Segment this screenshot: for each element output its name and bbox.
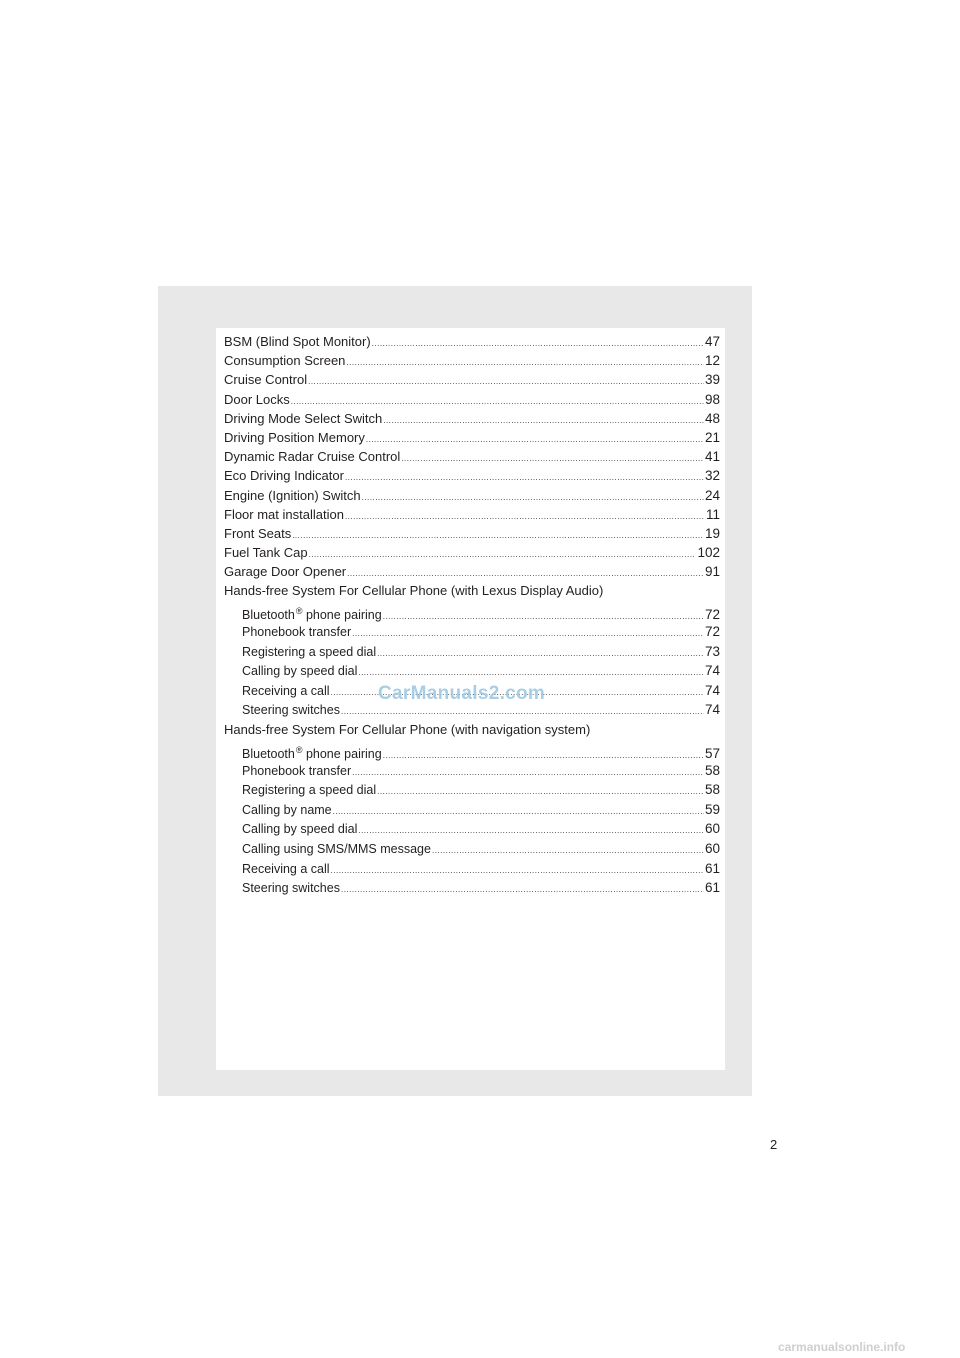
toc-entry-label — [224, 370, 307, 389]
dot-leader — [345, 507, 705, 526]
toc-entry-page: 32 — [704, 468, 720, 484]
toc-entry[interactable] — [224, 505, 720, 524]
toc-entry-label — [242, 801, 332, 821]
dot-leader — [345, 468, 704, 487]
toc-entry-page: 48 — [704, 410, 720, 426]
toc-entry-label-text: Engine (Ignition) Switch — [224, 487, 361, 503]
toc-subentry[interactable] — [224, 839, 720, 859]
toc-entry-label — [224, 505, 344, 524]
toc-entry[interactable] — [224, 562, 720, 581]
dot-leader — [358, 821, 704, 841]
toc-entry[interactable] — [224, 409, 720, 428]
toc-entry-page: 91 — [704, 564, 720, 580]
dot-leader — [432, 841, 704, 861]
toc-entry-label — [242, 623, 351, 643]
toc-entry-label-text: Eco Driving Indicator — [224, 468, 344, 484]
toc-entry-label-text: Dynamic Radar Cruise Control — [224, 449, 401, 465]
toc-entry-label — [242, 781, 376, 801]
dot-leader — [346, 353, 704, 372]
toc-entry-label-text: Registering a speed dial — [242, 783, 377, 798]
toc-entry-page: 39 — [704, 372, 720, 388]
toc-entry-page: 57 — [704, 746, 720, 761]
toc-entry-label-text: Phonebook transfer — [242, 625, 352, 640]
toc-entry-label-suffix: phone pairing — [302, 608, 382, 623]
toc-entry-label — [242, 840, 431, 860]
toc-entry-label-text: Front Seats — [224, 525, 292, 541]
toc-entry-page: 73 — [704, 643, 720, 659]
toc-entry-label — [224, 332, 371, 351]
toc-entry-label-text: Calling by name — [242, 802, 332, 817]
toc-entry-label — [224, 486, 361, 505]
toc-entry-label — [224, 390, 290, 409]
toc-entry-label-text: BSM (Blind Spot Monitor) — [224, 334, 371, 349]
toc-entry-label — [224, 524, 291, 543]
dot-leader — [331, 861, 704, 881]
toc-entry-label — [224, 581, 603, 600]
toc-entry[interactable] — [224, 486, 720, 505]
toc-entry-label — [224, 543, 308, 562]
toc-entry[interactable] — [224, 370, 720, 389]
toc-entry-label-text: Door Locks — [224, 391, 290, 407]
toc-entry-label-text: Hands-free System For Cellular Phone (with Lexus Display Audio) — [224, 583, 604, 599]
page-number: 2 — [770, 1137, 778, 1152]
dot-leader — [333, 802, 704, 822]
toc-subentry[interactable] — [224, 878, 720, 898]
toc-entry-page: 11 — [705, 506, 720, 522]
toc-entry-label-text: Fuel Tank Cap — [224, 545, 308, 561]
toc-entry-label — [224, 409, 382, 428]
toc-entry-label-text: Registering a speed dial — [242, 644, 377, 659]
toc-subentry[interactable] — [224, 741, 720, 761]
toc-subentry[interactable] — [224, 661, 720, 681]
toc-entry-label-text: Hands-free System For Cellular Phone (with navigation system) — [224, 722, 591, 737]
toc-entry-label-text: Driving Mode Select Switch — [224, 410, 383, 426]
toc-entry-label — [224, 466, 344, 485]
toc-entry-page: 41 — [704, 449, 720, 465]
dot-leader — [358, 663, 704, 683]
toc-entry[interactable] — [224, 720, 720, 739]
registered-mark: ® — [295, 606, 303, 617]
toc-entry-page: 74 — [704, 702, 720, 718]
toc-entry[interactable] — [224, 466, 720, 485]
toc-entry-page: 21 — [704, 429, 720, 445]
toc-entry-label-text: Steering switches — [242, 881, 340, 896]
toc-entry-page: 58 — [704, 782, 720, 798]
toc-entry-label — [224, 447, 400, 466]
toc-entry-label-text: Bluetooth — [242, 608, 295, 623]
registered-mark: ® — [295, 745, 303, 755]
toc-entry-label-text: Calling by speed dial — [242, 822, 358, 837]
toc-entry-label-text: Floor mat installation — [224, 506, 344, 522]
toc-entry-label — [242, 643, 376, 663]
toc-entry[interactable] — [224, 524, 720, 543]
toc-entry-page: 58 — [704, 762, 720, 778]
toc-entry-page: 60 — [704, 821, 720, 837]
toc-entry-label-text: Phonebook transfer — [242, 763, 352, 778]
toc-entry-page: 102 — [697, 545, 720, 561]
toc-subentry[interactable] — [224, 602, 720, 622]
dot-leader — [377, 644, 704, 664]
toc-entry-page: 12 — [704, 353, 720, 369]
toc-entry-page: 98 — [704, 391, 720, 407]
toc-entry-label-text: Receiving a call — [242, 683, 330, 698]
toc-subentry[interactable] — [224, 780, 720, 800]
toc-entry[interactable] — [224, 390, 720, 409]
dot-leader — [352, 763, 704, 783]
toc-entry-label-text: Driving Position Memory — [224, 429, 365, 445]
toc-entry-page: 60 — [704, 840, 720, 856]
toc-subentry[interactable] — [224, 642, 720, 662]
dot-leader — [372, 334, 704, 353]
dot-leader — [308, 372, 704, 391]
dot-leader — [366, 430, 704, 449]
toc-entry-label — [242, 662, 357, 682]
table-of-contents — [224, 332, 720, 898]
toc-entry-page: 19 — [704, 525, 720, 541]
toc-entry-label — [242, 701, 340, 721]
dot-leader — [292, 526, 704, 545]
toc-entry-page: 24 — [704, 487, 720, 503]
toc-entry-page: 74 — [704, 663, 720, 679]
dot-leader — [401, 449, 704, 468]
toc-entry-label — [224, 720, 590, 739]
watermark-text: CarManuals2.com — [378, 683, 546, 704]
dot-leader — [309, 545, 697, 564]
toc-entry[interactable] — [224, 351, 720, 370]
toc-entry-page: 61 — [704, 860, 720, 876]
toc-subentry[interactable] — [224, 622, 720, 642]
toc-entry-label-text: Steering switches — [242, 703, 340, 718]
toc-entry-page: 47 — [704, 334, 720, 349]
toc-entry-page: 72 — [704, 607, 720, 623]
toc-entry-label — [242, 820, 357, 840]
toc-entry[interactable] — [224, 581, 720, 600]
toc-entry-label-text: Consumption Screen — [224, 353, 346, 369]
toc-entry[interactable] — [224, 447, 720, 466]
toc-entry-page: 74 — [704, 682, 720, 698]
dot-leader — [352, 624, 704, 644]
toc-entry-label-suffix: phone pairing — [302, 747, 382, 761]
toc-entry-label — [242, 860, 330, 880]
toc-subentry[interactable] — [224, 819, 720, 839]
toc-entry-label — [224, 562, 346, 581]
toc-entry-page: 59 — [704, 801, 720, 817]
toc-entry-label — [224, 351, 345, 370]
toc-entry-label — [242, 879, 340, 899]
dot-leader — [383, 411, 704, 430]
toc-subentry[interactable] — [224, 859, 720, 879]
toc-entry-label — [242, 682, 330, 702]
toc-entry-label-text: Bluetooth — [242, 747, 295, 761]
dot-leader — [377, 782, 704, 802]
toc-entry-label — [242, 762, 351, 782]
toc-entry-label-text: Cruise Control — [224, 372, 308, 388]
toc-entry-label-text: Garage Door Opener — [224, 564, 347, 580]
toc-entry-page: 61 — [704, 880, 720, 896]
toc-entry[interactable] — [224, 543, 720, 562]
toc-subentry[interactable] — [224, 800, 720, 820]
footer-brand: carmanualsonline.info — [778, 1340, 906, 1354]
toc-entry-label-text: Calling using SMS/MMS message — [242, 841, 431, 856]
toc-entry-label-text: Receiving a call — [242, 861, 330, 876]
dot-leader — [362, 488, 704, 507]
toc-entry-page: 72 — [704, 624, 720, 640]
toc-entry[interactable] — [224, 428, 720, 447]
toc-subentry[interactable] — [224, 761, 720, 781]
toc-entry-label-text: Calling by speed dial — [242, 664, 358, 679]
dot-leader — [341, 880, 704, 900]
toc-entry[interactable] — [224, 332, 720, 351]
toc-entry-label — [224, 428, 365, 447]
